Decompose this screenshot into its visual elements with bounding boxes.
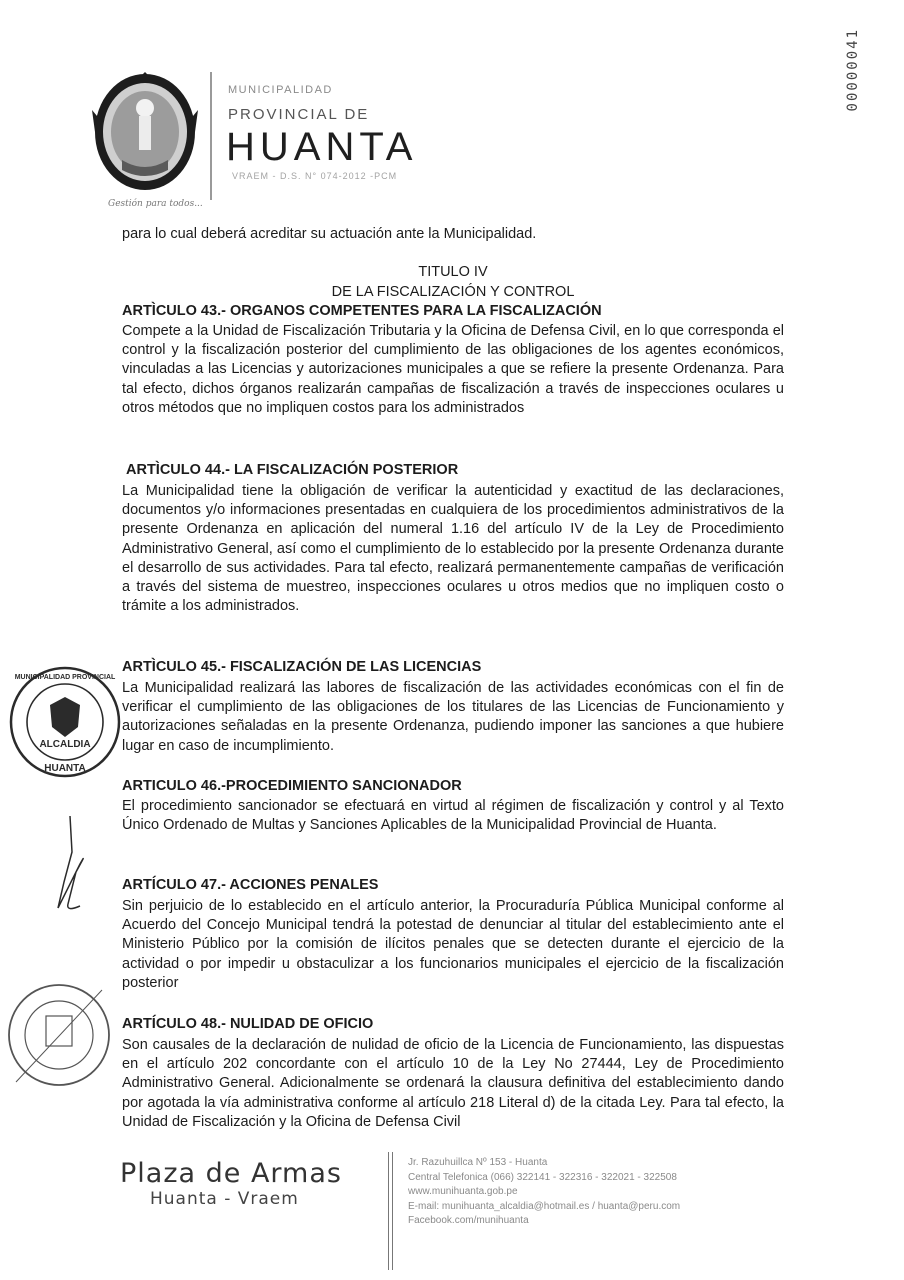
article-43-body: Compete a la Unidad de Fiscalización Tributaria y la Oficina de Defensa Civil, en lo que corresponda el control y la fiscalización posterior del cumplimiento de las obligaciones de los agentes económicos, vinculadas a las Licencias y autorizaciones municipales a que se refiere la presente Ordenanza. Para tal efecto, dichos órganos realizarán campañas de fiscalización a través de inspecciones oculares u otros métodos que no impliquen costos para los administrados [122, 323, 784, 416]
article-46-body: El procedimiento sancionador se efectuará en virtud al régimen de fiscalización y control y al Texto Único Ordenado de Multas y Sanciones Aplicables de la Municipalidad Provincial de Huanta. [122, 798, 784, 834]
title-line-1: TITULO IV [418, 264, 488, 280]
article-45-body: La Municipalidad realizará las labores de fiscalización de las actividades económicas con el fin de verificar el cumplimiento de las obligaciones de los titulares de las Licencias de Funcionamiento y autorizaciones señaladas en la presente Ordenanza, pudiendo imponer las sanciones a que hubiere lugar en caso de incumplimiento. [122, 680, 784, 754]
intro-paragraph: para lo cual deberá acreditar su actuación ante la Municipalidad. [122, 226, 537, 242]
footer-facebook-link[interactable]: Facebook.com/munihuanta [408, 1215, 529, 1226]
footer-huanta-vraem: Huanta - Vraem [150, 1189, 299, 1209]
header-divider [210, 72, 212, 200]
article-45-heading: ARTÌCULO 45.- FISCALIZACIÓN DE LAS LICENCIAS [122, 659, 482, 675]
stamp-bottom-text: HUANTA [44, 763, 86, 774]
footer-plaza-de-armas: Plaza de Armas [120, 1158, 342, 1189]
article-44-body: La Municipalidad tiene la obligación de verificar la autenticidad y exactitud de las declaraciones, documentos y/o informaciones presentadas en cualquiera de los procedimientos administrativos de la presente Ordenanza en aplicación del numeral 1.16 del artículo IV de la Ley de Procedimiento Administrativo General, así como el cumplimiento de lo establecido por la presente Ordenanza durante el desarrollo de sus actividades. Para tal efecto, realizará permanentemente campañas de verificación a través del sistema de muestreo, inspecciones oculares u otros medios que no impliquen costo o trámite a los administrados. [122, 483, 784, 615]
alcaldia-seal-stamp [8, 665, 122, 779]
footer-phone: Central Telefonica (066) 322141 - 322316 - 322021 - 322508 [408, 1171, 677, 1183]
footer-email-link[interactable]: E-mail: munihuanta_alcaldia@hotmail.es / huanta@peru.com [408, 1200, 681, 1212]
stamp-center-text: ALCALDIA [39, 739, 91, 750]
article-47-heading: ARTÍCULO 47.- ACCIONES PENALES [122, 877, 379, 893]
municipal-motto: Gestión para todos... [108, 199, 203, 209]
footer-contact-block [408, 1156, 808, 1229]
header-line-provincial: PROVINCIAL DE [228, 106, 370, 123]
title-line-2: DE LA FISCALIZACIÓN Y CONTROL [331, 284, 575, 300]
article-48-heading: ARTÍCULO 48.- NULIDAD DE OFICIO [122, 1016, 374, 1032]
stamp-top-text: MUNICIPALIDAD PROVINCIAL [14, 674, 116, 681]
handwritten-signature [40, 812, 100, 922]
header-line-municipalidad: MUNICIPALIDAD [228, 84, 333, 96]
municipal-crest-logo [92, 70, 198, 198]
secondary-seal-stamp [6, 982, 112, 1088]
header-line-huanta: HUANTA [226, 125, 418, 169]
page-serial-number: 00000041 [845, 28, 861, 112]
article-43-heading: ARTÌCULO 43.- ORGANOS COMPETENTES PARA LA FISCALIZACIÓN [122, 303, 602, 319]
footer-address: Jr. Razuhuillca Nº 153 - Huanta [408, 1157, 548, 1168]
article-44-heading: ARTÌCULO 44.- LA FISCALIZACIÓN POSTERIOR [126, 462, 459, 478]
article-47-body: Sin perjuicio de lo establecido en el artículo anterior, la Procuraduría Pública Municipal conforme al Acuerdo del Concejo Municipal tendrá la potestad de denunciar al titular del establecimiento ante el Ministerio Público por la comisión de ilícitos penales que se detecten durante el ejercicio de la actividad o por impedir u obstaculizar a los funcionarios municipales el ejercicio de la fiscalización posterior [122, 898, 784, 991]
article-46-heading: ARTICULO 46.-PROCEDIMIENTO SANCIONADOR [122, 778, 462, 794]
header-line-decree: VRAEM - D.S. N° 074-2012 -PCM [232, 171, 398, 181]
article-48-body: Son causales de la declaración de nulidad de oficio de la Licencia de Funcionamiento, las dispuestas en el artículo 202 concordante con el artículo 10 de la Ley No 27444, Ley de Procedimiento Administrativo General. Adicionalmente se ordenará la clausura definitiva del establecimiento dando por agotada la vía administrativa conforme al artículo 218 Literal d) de la citada Ley. Para tal efecto, la Unidad de Fiscalización y la Oficina de Defensa Civil [122, 1037, 784, 1130]
footer-divider [388, 1152, 393, 1270]
footer-website-link[interactable]: www.munihuanta.gob.pe [408, 1186, 518, 1197]
